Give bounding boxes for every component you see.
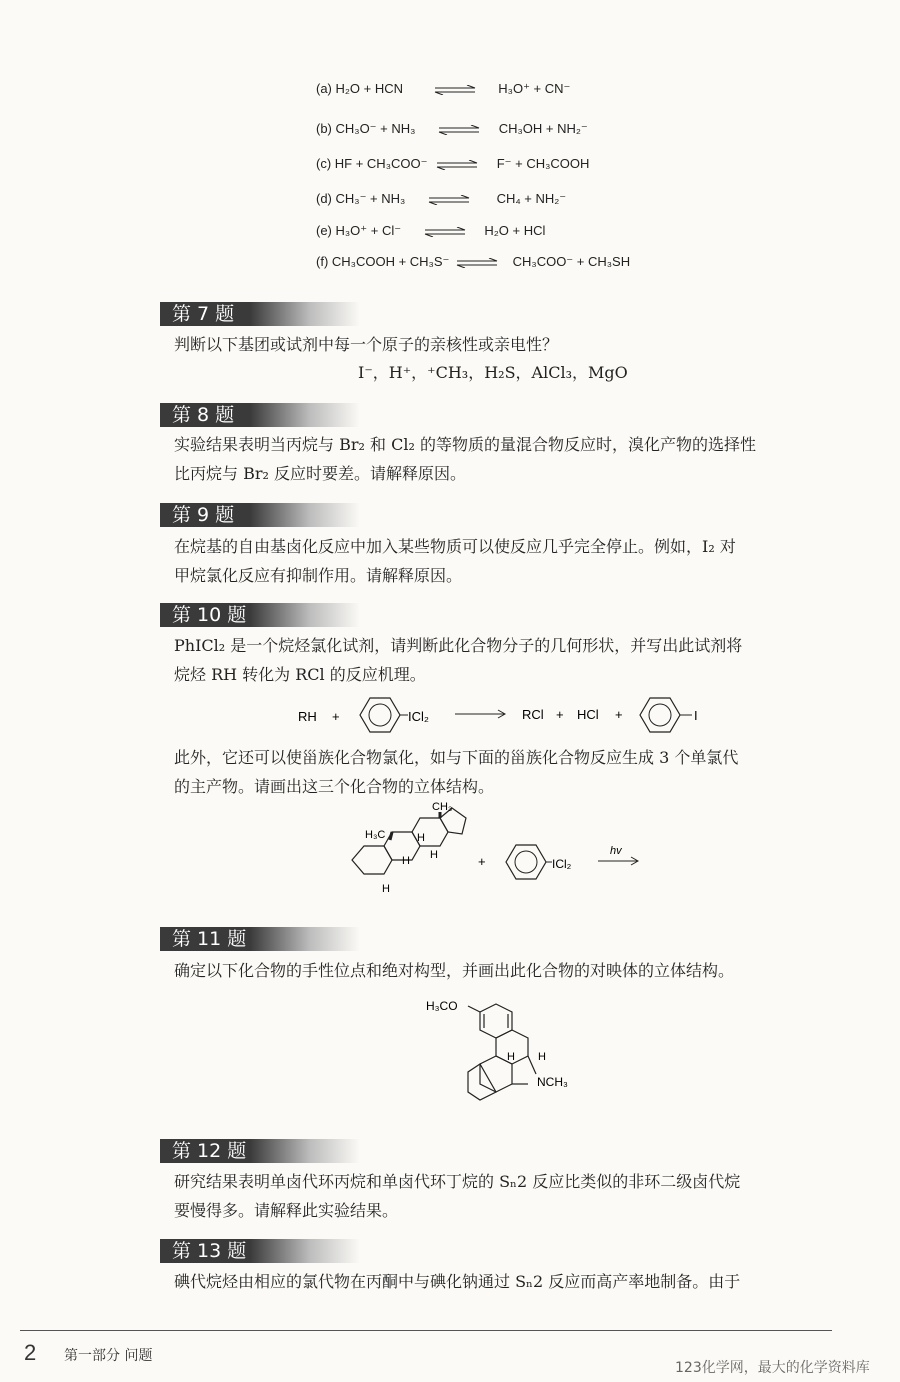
hv-label: hv [610, 845, 622, 857]
methoxy-label: H₃CO [426, 999, 458, 1013]
question-10-header [160, 603, 360, 627]
reaction-left: (b) CH₃O⁻ + NH₃ [316, 121, 416, 136]
text-line: 确定以下化合物的手性位点和绝对构型，并画出此化合物的对映体的立体结构。 [174, 961, 735, 980]
equilibrium-arrow-icon [427, 195, 471, 205]
reaction-d [316, 191, 566, 207]
question-title: 第 10 题 [172, 604, 247, 626]
text-line: 碘代烷烃由相应的氯代物在丙酮中与碘化钠通过 Sₙ2 反应而高产率地制备。由于 [174, 1272, 741, 1291]
reaction-left: (e) H₃O⁺ + Cl⁻ [316, 223, 402, 238]
question-13-header [160, 1239, 360, 1263]
question-7-header [160, 302, 360, 326]
reaction-arrow-icon [455, 710, 505, 718]
text-line: 判断以下基团或试剂中每一个原子的亲核性或亲电性？ [174, 335, 559, 354]
text-line: 此外，它还可以使甾族化合物氯化，如与下面的甾族化合物反应生成 3 个单氯代 [174, 748, 739, 767]
question-9-text [174, 532, 829, 590]
footer-divider [20, 1330, 832, 1331]
hydrogen-label: H [507, 1051, 515, 1063]
benzene-ring-icon [506, 845, 546, 879]
hydrogen-label: H [430, 849, 438, 861]
equilibrium-arrow-icon [437, 125, 481, 135]
reaction-left: (d) CH₃⁻ + NH₃ [316, 191, 406, 206]
benzene-ring-icon [360, 698, 400, 732]
iodine-label: I [694, 708, 698, 723]
hcl-label: HCl [577, 707, 599, 722]
hydrogen-label: H [382, 883, 390, 895]
page-number: 2 [24, 1340, 37, 1365]
text-line: 研究结果表明单卤代环丙烷和单卤代环丁烷的 Sₙ2 反应比类似的非环二级卤代烷 [174, 1172, 741, 1191]
reaction-f [316, 254, 630, 270]
hydrogen-label: H [538, 1051, 546, 1063]
morphinan-skeleton [468, 1004, 536, 1100]
section-label: 第一部分 问题 [64, 1348, 153, 1364]
question-7-text [174, 330, 829, 359]
question-8-text [174, 430, 829, 488]
equilibrium-arrow-icon [455, 258, 499, 268]
question-10-text [174, 631, 829, 689]
reaction-right: H₂O + HCl [484, 223, 546, 238]
benzene-ring-icon [640, 698, 680, 732]
text-line: 在烷基的自由基卤化反应中加入某些物质可以使反应几乎完全停止。例如，I₂ 对 [174, 537, 736, 556]
nmethyl-label: NCH₃ [537, 1075, 568, 1089]
reaction-right: CH₃COO⁻ + CH₃SH [512, 254, 631, 269]
text-line: 甲烷氯化反应有抑制作用。请解释原因。 [174, 566, 463, 585]
text-line: 烷烃 RH 转化为 RCl 的反应机理。 [174, 665, 426, 684]
question-9-header [160, 503, 360, 527]
hydrogen-label: H [417, 832, 425, 844]
plus-sign: + [332, 709, 340, 724]
equilibrium-arrow-icon [433, 85, 477, 95]
text-line: 实验结果表明当丙烷与 Br₂ 和 Cl₂ 的等物质的量混合物反应时，溴化产物的选择性 [174, 435, 756, 454]
question-title: 第 8 题 [172, 404, 235, 426]
reaction-arrow-icon [598, 857, 638, 865]
question-10-text-2 [174, 743, 829, 801]
reaction-right: CH₄ + NH₂⁻ [496, 191, 567, 206]
question-title: 第 11 题 [172, 928, 247, 950]
question-13-text [174, 1267, 829, 1296]
icl2-label: ICl₂ [408, 709, 429, 724]
reaction-b [316, 121, 588, 137]
morphinan-structure [420, 992, 600, 1112]
question-11-text [174, 956, 829, 985]
reaction-right: F⁻ + CH₃COOH [496, 156, 590, 171]
reaction-c [316, 156, 589, 172]
icl2-label: ICl₂ [552, 857, 572, 871]
question-title: 第 9 题 [172, 504, 235, 526]
question-11-header [160, 927, 360, 951]
reaction-right: CH₃OH + NH₂⁻ [498, 121, 588, 136]
text-line: 的主产物。请画出这三个化合物的立体结构。 [174, 777, 495, 796]
steroid-chlorination-scheme [340, 800, 660, 915]
methyl-label: H₃C [365, 829, 386, 841]
text-line: PhICl₂ 是一个烷烃氯化试剂，请判断此化合物分子的几何形状，并写出此试剂将 [174, 636, 743, 655]
question-12-header [160, 1139, 360, 1163]
reaction-e [316, 223, 545, 239]
rcl-label: RCl [522, 707, 544, 722]
question-title: 第 12 题 [172, 1140, 247, 1162]
reaction-right: H₃O⁺ + CN⁻ [498, 81, 571, 96]
question-title: 第 7 题 [172, 303, 235, 325]
reaction-a [316, 81, 570, 97]
question-8-header [160, 403, 360, 427]
text-line: 要慢得多。请解释此实验结果。 [174, 1201, 399, 1220]
question-12-text [174, 1167, 829, 1225]
plus-sign: + [556, 707, 564, 722]
equilibrium-arrow-icon [435, 160, 479, 170]
reaction-left: (f) CH₃COOH + CH₃S⁻ [316, 254, 450, 269]
plus-sign: + [615, 707, 623, 722]
question-title: 第 13 题 [172, 1240, 247, 1262]
hydrogen-label: H [402, 855, 410, 867]
rh-label: RH [298, 709, 317, 724]
phicl2-reaction-scheme [290, 695, 730, 737]
plus-sign: + [478, 854, 486, 869]
methyl-label: CH₃ [432, 801, 453, 813]
equilibrium-arrow-icon [423, 227, 467, 237]
reaction-left: (a) H₂O + HCN [316, 81, 404, 96]
reaction-left: (c) HF + CH₃COO⁻ [316, 156, 428, 171]
watermark: 123化学网，最大的化学资料库 [675, 1360, 870, 1376]
text-line: 比丙烷与 Br₂ 反应时要差。请解释原因。 [174, 464, 466, 483]
question-7-species: I⁻，H⁺，⁺CH₃，H₂S，AlCl₃，MgO [358, 363, 628, 382]
